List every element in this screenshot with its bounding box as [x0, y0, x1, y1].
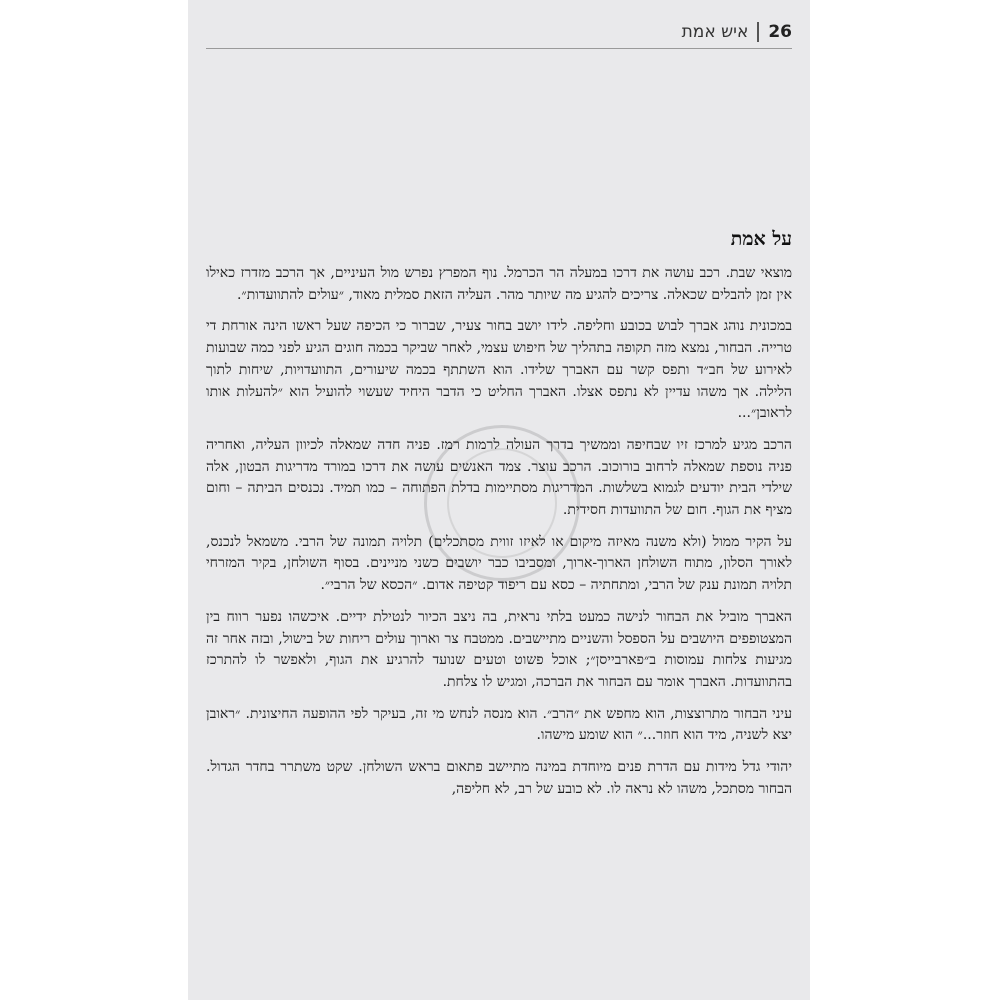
paragraph: על הקיר ממול (ולא משנה מאיזה מיקום או לאיזו זווית מסתכלים) תלויה תמונה של הרבי. משמאל לנכנס, לאורך הסלון, מתוח השולחן הארוך-ארוך, ומסביבו כבר יושבים כשני מניינים. בסוף השולחן, בקיר המזרחי תלויה תמונת ענק של הרבי, ומתחתיה – כסא עם ריפוד קטיפה אדום. ״הכסא של הרבי״. [206, 533, 792, 594]
header-separator [757, 22, 759, 42]
page-header [206, 18, 792, 46]
paragraph: עיני הבחור מתרוצצות, הוא מחפש את ״הרב״. הוא מנסה לנחש מי זה, בעיקר לפי ההופעה החיצונית. ״ראובן יצא לשניה, מיד הוא חוזר...״ הוא שומע מישהו. [206, 705, 792, 744]
paragraph: הרכב מגיע למרכז זיו שבחיפה וממשיך בדרך העולה לרמות רמז. פניה חדה שמאלה לכיוון העליה, ואחריה פניה נוספת שמאלה לרחוב בורוכוב. הרכב עוצר. צמד האנשים עושה את דרכו במורד מדריגות הבטון, אלה שילדי הבית יודעים לגמוא בשלשות. המדריגות מסתיימות בדלת הפתוחה – כמו תמיד. נכנסים הביתה – וחום מציף את הגוף. חום של התוועדות חסידית. [206, 436, 792, 519]
paragraph: במכונית נוהג אברך לבוש בכובע וחליפה. לידו יושב בחור צעיר, שברור כי הכיפה שעל ראשו הינה אורחת די טרייה. הבחור, נמצא מזה תקופה בתהליך של חיפוש עצמי, לאחר שביקר בכמה חוגים הגיע לפני כמה שבועות לאירוע של חב״ד ותפס קשר עם האברך שלידו. הוא השתתף בכמה שיעורים, התוועדויות, שיחות לתוך הלילה. אך משהו עדיין לא נתפס אצלו. האברך החליט כי הדבר היחיד שעשוי להועיל הוא ״להעלות אותו לראובן״... [206, 318, 792, 422]
running-head: איש אמת [681, 22, 749, 42]
paragraph: יהודי גדל מידות עם הדרת פנים מיוחדת במינה מתיישב פתאום בראש השולחן. שקט משתרר בחדר הגדול. הבחור מסתכל, משהו לא נראה לו. לא כובע של רב, לא חליפה, [206, 759, 792, 797]
page-number: 26 [768, 22, 792, 42]
page-body [206, 228, 792, 810]
section-title: על אמת [730, 228, 792, 250]
paragraph: מוצאי שבת. רכב עושה את דרכו במעלה הר הכרמל. נוף המפרץ נפרש מול העיניים, אך הרכב מזדרז כאילו אין זמן להבלים שכאלה. צריכים להגיע מה שיותר מהר. העליה הזאת סמלית מאוד, ״עולים להתוועדות״. [206, 265, 792, 303]
header-rule [206, 48, 792, 49]
paragraph: האברך מוביל את הבחור לנישה כמעט בלתי נראית, בה ניצב הכיור לנטילת ידיים. איכשהו נפער רווח בין המצטופפים היושבים על הספסל והשניים מתיישבים. ממטבח צר וארוך עולים ריחות של בישול, ובזה אחר זה מגיעות צלחות עמוסות ב״פארבייסן״; אוכל פשוט וטעים שנועד להרגיע את הגוף, ולאפשר לו להתרכז בהתוועדות. האברך אומר עם הבחור את הברכה, ומגיש לו צלחת. [206, 608, 792, 690]
book-page [188, 0, 810, 1000]
